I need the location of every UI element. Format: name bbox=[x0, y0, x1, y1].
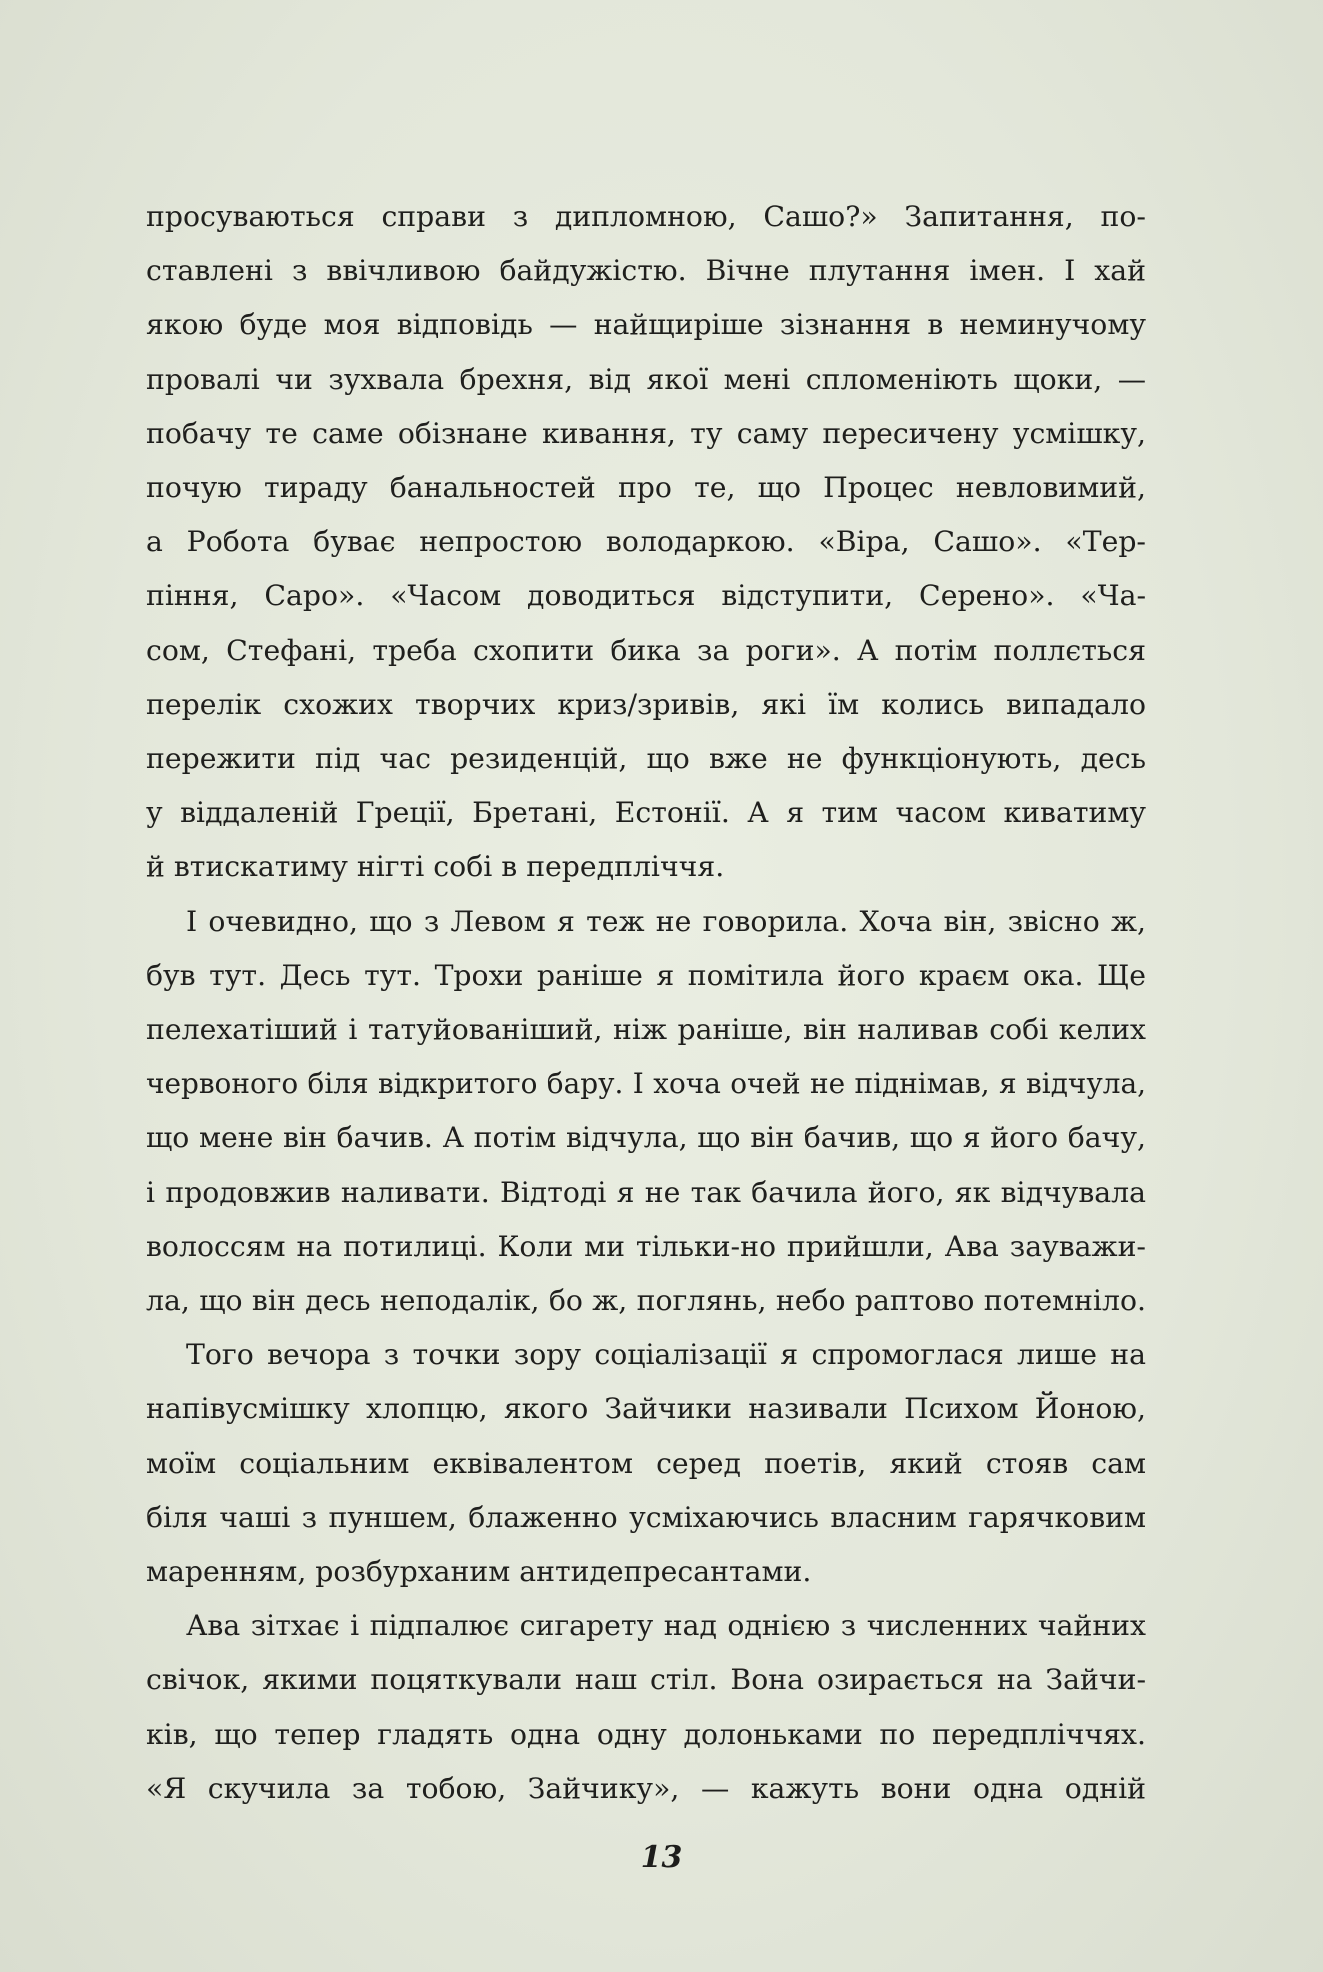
text-line: побачу те саме обізнане кивання, ту саму пересичену усмішку, bbox=[146, 416, 1146, 450]
text-line: червоного біля відкритого бару. І хоча очей не піднімав, я відчула, bbox=[146, 1067, 1146, 1101]
text-line: біля чаші з пуншем, блаженно усміхаючись власним гарячковим bbox=[146, 1500, 1146, 1534]
text-line: і продовжив наливати. Відтоді я не так бачила його, як відчувала bbox=[146, 1175, 1146, 1209]
text-line: Того вечора з точки зору соціалізації я спромоглася лише на bbox=[186, 1338, 1146, 1372]
text-line: І очевидно, що з Левом я теж не говорила. Хоча він, звісно ж, bbox=[186, 904, 1146, 938]
text-line: у віддаленій Греції, Бретані, Естонії. А я тим часом киватиму bbox=[146, 796, 1146, 830]
text-line: був тут. Десь тут. Трохи раніше я помітила його краєм ока. Ще bbox=[146, 958, 1146, 992]
text-line: що мене він бачив. А потім відчула, що він бачив, що я його бачу, bbox=[146, 1121, 1146, 1155]
paragraph-4 bbox=[146, 1599, 1146, 1816]
text-line: ла, що він десь неподалік, бо ж, поглянь, небо раптово потемніло. bbox=[146, 1284, 1146, 1318]
text-line: пелехатіший і татуйованіший, ніж раніше, він наливав собі келих bbox=[146, 1013, 1146, 1047]
text-line: просуваються справи з дипломною, Сашо?» Запитання, по- bbox=[146, 200, 1146, 233]
text-line: а Робота буває непростою володаркою. «Віра, Сашо». «Тер- bbox=[146, 525, 1146, 559]
text-line: перелік схожих творчих криз/зривів, які їм колись випадало bbox=[146, 687, 1146, 721]
paragraph-1 bbox=[146, 190, 1146, 895]
text-line: піння, Саро». «Часом доводиться відступити, Серено». «Ча- bbox=[146, 579, 1146, 613]
text-line: ків, що тепер гладять одна одну долоньками по передпліччях. bbox=[146, 1717, 1146, 1751]
text-line: й втискатиму нігті собі в передпліччя. bbox=[146, 850, 725, 884]
text-line: напівусмішку хлопцю, якого Зайчики називали Психом Йоною, bbox=[146, 1392, 1146, 1426]
text-line: свічок, якими поцяткували наш стіл. Вона озирається на Зайчи- bbox=[146, 1663, 1146, 1697]
paragraph-3 bbox=[146, 1328, 1146, 1599]
text-line: волоссям на потилиці. Коли ми тільки-но прийшли, Ава зауважи- bbox=[146, 1229, 1146, 1263]
text-line: почую тираду банальностей про те, що Процес невловимий, bbox=[146, 471, 1146, 505]
book-page-body bbox=[146, 190, 1146, 1816]
paragraph-2 bbox=[146, 895, 1146, 1329]
text-line: провалі чи зухвала брехня, від якої мені спломеніють щоки, — bbox=[146, 362, 1146, 396]
text-line: маренням, розбурханим антидепресантами. bbox=[146, 1555, 812, 1589]
text-line: Ава зітхає і підпалює сигарету над однією з численних чайних bbox=[186, 1609, 1146, 1643]
text-line: моїм соціальним еквівалентом серед поетів, який стояв сам bbox=[146, 1446, 1146, 1480]
text-line: «Я скучила за тобою, Зайчику», — кажуть вони одна одній bbox=[146, 1771, 1146, 1805]
text-line: сом, Стефані, треба схопити бика за роги». А потім поллється bbox=[146, 633, 1146, 667]
text-line: ставлені з ввічливою байдужістю. Вічне плутання імен. І хай bbox=[146, 254, 1146, 288]
text-line: пережити під час резиденцій, що вже не функціонують, десь bbox=[146, 742, 1146, 776]
page-number: 13 bbox=[640, 1840, 683, 1875]
text-line: якою буде моя відповідь — найщиріше зізнання в неминучому bbox=[146, 308, 1146, 342]
